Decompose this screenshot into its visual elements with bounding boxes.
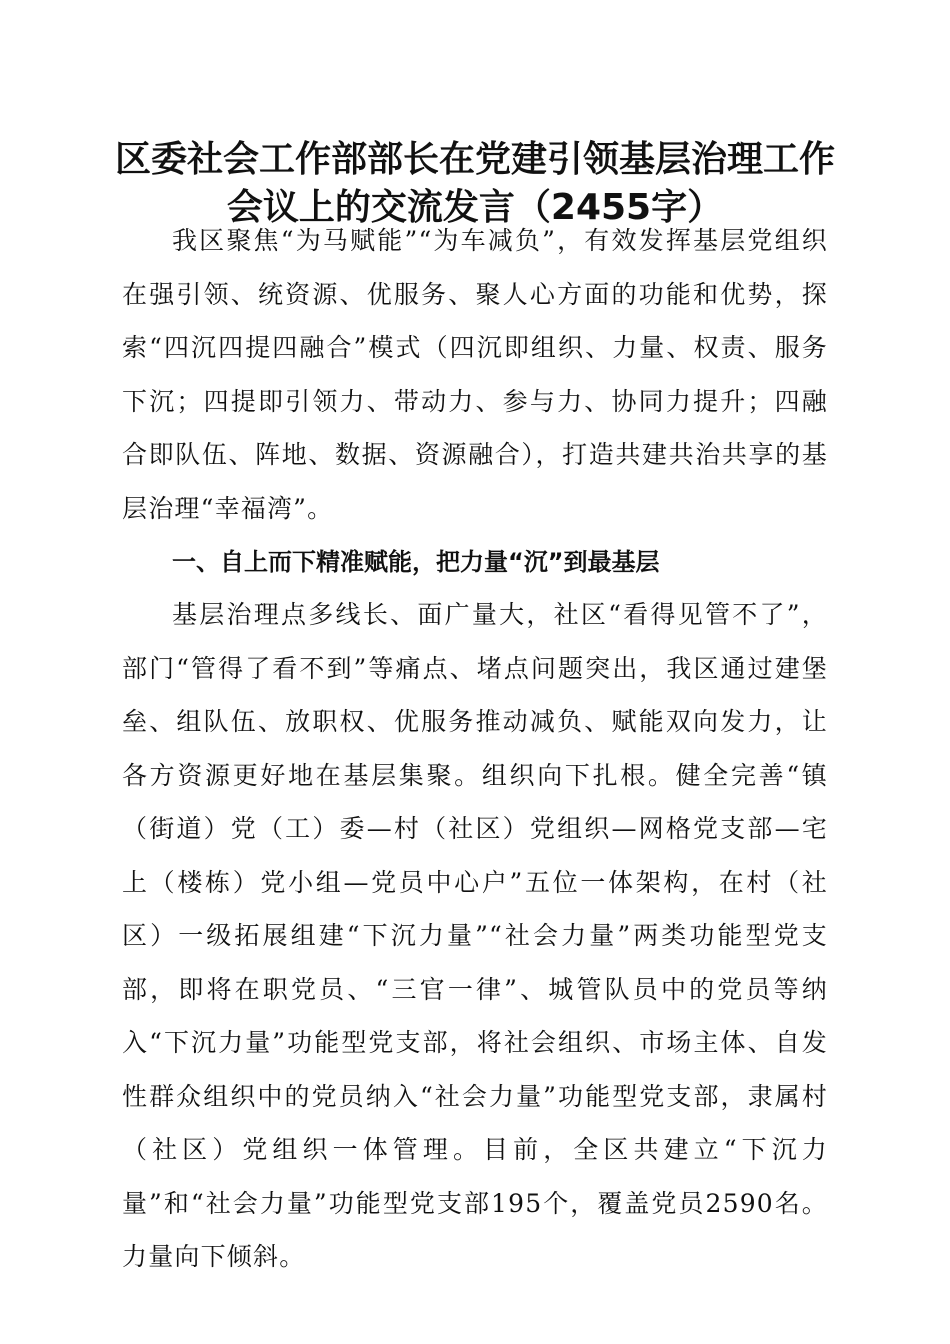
document-title-line-2: 会议上的交流发言（2455字） (226, 187, 724, 228)
document-title-line-1: 区委社会工作部部长在党建引领基层治理工作 (114, 139, 835, 180)
section-1-paragraph: 基层治理点多线长、面广量大，社区“看得见管不了”，部门“管得了看不到”等痛点、堵点问题突出，我区通过建堡垒、组队伍、放职权、优服务推动减负、赋能双向发力，让各方资源更好地在基层集聚。组织向下扎根。健全完善“镇（街道）党（工）委—村（社区）党组织—网格党支部—宅上（楼栋）党小组—党员中心户”五位一体架构，在村（社区）一级拓展组建“下沉力量”“社会力量”两类功能型党支部，即将在职党员、“三官一律”、城管队员中的党员等纳入“下沉力量”功能型党支部，将社会组织、市场主体、自发性群众组织中的党员纳入“社会力量”功能型党支部，隶属村（社区）党组织一体管理。目前，全区共建立“下沉力量”和“社会力量”功能型党支部195个，覆盖党员2590名。力量向下倾斜。 (122, 600, 828, 1271)
intro-paragraph: 我区聚焦“为马赋能”“为车减负”，有效发挥基层党组织在强引领、统资源、优服务、聚人心方面的功能和优势，探索“四沉四提四融合”模式（四沉即组织、力量、权责、服务下沉；四提即引领力、带动力、参与力、协同力提升；四融合即队伍、阵地、数据、资源融合），打造共建共治共享的基层治理“幸福湾”。 (122, 226, 828, 523)
section-heading-1: 一、自上而下精准赋能，把力量“沉”到最基层 (172, 548, 660, 576)
